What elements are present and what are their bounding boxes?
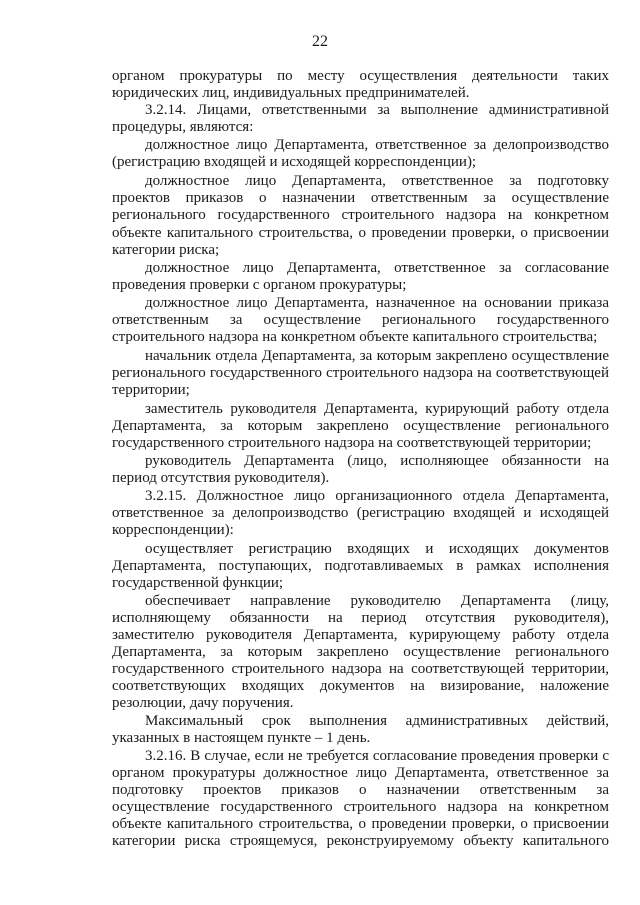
text-line: 3.2.16. В случае, если не требуется согласование проведения проверки с xyxy=(145,748,609,764)
text-line: должностное лицо Департамента, ответственное за подготовку xyxy=(145,173,609,189)
text-line: соответствующих входящих документов на визирование, наложение xyxy=(112,678,609,694)
text-line: начальник отдела Департамента, за которым закреплено осуществление xyxy=(145,348,609,364)
text-line: должностное лицо Департамента, ответственное за согласование xyxy=(145,260,609,276)
text-line: Департамента, за которым закреплено осуществление регионального xyxy=(112,644,609,660)
text-line: органом прокуратуры по месту осуществления деятельности таких xyxy=(112,68,609,84)
text-line: обеспечивает направление руководителю Департамента (лицу, xyxy=(145,593,609,609)
text-line: должностное лицо Департамента, назначенное на основании приказа xyxy=(145,295,609,311)
text-line: органом прокуратуры должностное лицо Департамента, ответственное за xyxy=(112,765,609,781)
text-line: исполняющему обязанности на период отсутствия руководителя), xyxy=(112,610,609,626)
text-line: осуществляет регистрацию входящих и исходящих документов xyxy=(145,541,609,557)
text-line: заместителю руководителя Департамента, курирующему работу отдела xyxy=(112,627,609,643)
text-line: (регистрацию входящей и исходящей корреспонденции); xyxy=(112,154,477,170)
text-line: государственной функции; xyxy=(112,575,284,591)
text-line: ответственное за делопроизводство (регистрацию входящей и исходящей xyxy=(112,505,609,521)
text-line: государственного строительного надзора на соответствующей территории; xyxy=(112,435,592,451)
text-line: категории риска строящемуся, реконструируемому объекту капитального xyxy=(112,833,609,849)
text-line: должностное лицо Департамента, ответственное за делопроизводство xyxy=(145,137,609,153)
text-line: 3.2.14. Лицами, ответственными за выполнение административной xyxy=(145,102,609,118)
text-line: ответственным за осуществление регионального государственного xyxy=(112,312,609,328)
text-line: объекте капитального строительства, о проведении проверки, о присвоении xyxy=(112,225,609,241)
text-line: осуществление государственного строительного надзора на конкретном xyxy=(112,799,609,815)
text-line: руководитель Департамента (лицо, исполняющее обязанности на xyxy=(145,453,609,469)
text-line: Департамента, поступающих, подготавливаемых в рамках исполнения xyxy=(112,558,609,574)
page-number: 22 xyxy=(312,33,328,50)
text-line: процедуры, являются: xyxy=(112,119,254,135)
text-line: проектов приказов о назначении ответственным за осуществление xyxy=(112,190,609,206)
text-line: указанных в настоящем пункте – 1 день. xyxy=(112,730,371,746)
text-line: проведения проверки с органом прокуратуры; xyxy=(112,277,407,293)
text-line: Департамента, за которым закреплено осуществление регионального xyxy=(112,418,609,434)
text-line: объекте капитального строительства, о проведении проверки, о присвоении xyxy=(112,816,609,832)
text-line: государственного строительного надзора на соответствующей территории, xyxy=(112,661,609,677)
text-line: категории риска; xyxy=(112,242,220,258)
text-line: регионального государственного строительного надзора на соответствующей xyxy=(112,365,609,381)
text-line: подготовку проектов приказов о назначении ответственным за xyxy=(112,782,609,798)
text-line: строительного надзора на конкретном объекте капитального строительства; xyxy=(112,329,598,345)
text-line: территории; xyxy=(112,382,190,398)
text-line: корреспонденции): xyxy=(112,522,234,538)
text-line: юридических лиц, индивидуальных предпринимателей. xyxy=(112,85,470,101)
text-line: регионального государственного строительного надзора на конкретном xyxy=(112,207,609,223)
text-line: период отсутствия руководителя). xyxy=(112,470,330,486)
text-line: резолюции, дачу поручения. xyxy=(112,695,294,711)
text-line: Максимальный срок выполнения административных действий, xyxy=(145,713,609,729)
text-line: 3.2.15. Должностное лицо организационного отдела Департамента, xyxy=(145,488,609,504)
text-line: заместитель руководителя Департамента, курирующий работу отдела xyxy=(145,401,609,417)
